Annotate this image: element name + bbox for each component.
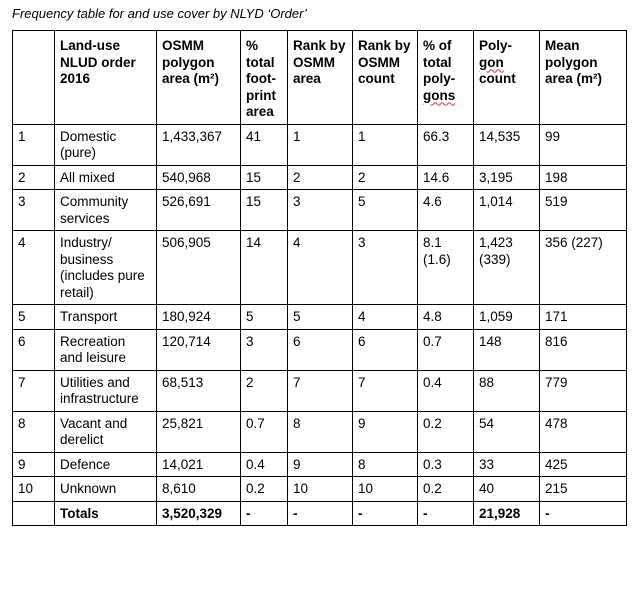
cell-land-use: Unknown <box>55 477 157 502</box>
cell-mean-area: 99 <box>540 124 627 165</box>
cell-mean-area: 215 <box>540 477 627 502</box>
totals-polygon-count: 21,928 <box>474 501 540 526</box>
cell-row-number: 5 <box>13 305 55 330</box>
cell-mean-area: 356 (227) <box>540 231 627 305</box>
cell-pct-polygons: 0.2 <box>418 411 474 452</box>
cell-osmm-area: 540,968 <box>157 165 241 190</box>
cell-osmm-area: 526,691 <box>157 190 241 231</box>
cell-osmm-area: 120,714 <box>157 329 241 370</box>
cell-mean-area: 779 <box>540 370 627 411</box>
cell-polygon-count: 148 <box>474 329 540 370</box>
cell-rank-count: 5 <box>353 190 418 231</box>
cell-rank-count: 8 <box>353 452 418 477</box>
cell-rank-count: 9 <box>353 411 418 452</box>
cell-land-use: Recreation and leisure <box>55 329 157 370</box>
header-polygon-count <box>474 31 540 125</box>
cell-pct-footprint: 41 <box>241 124 288 165</box>
cell-land-use: Community services <box>55 190 157 231</box>
cell-rank-area: 4 <box>288 231 353 305</box>
table-body <box>13 124 627 526</box>
cell-pct-footprint: 0.4 <box>241 452 288 477</box>
cell-pct-footprint: 5 <box>241 305 288 330</box>
land-use-frequency-table <box>12 30 627 526</box>
header-pct-polygons-line2: gons <box>423 87 456 103</box>
totals-pct-footprint: - <box>241 501 288 526</box>
cell-rank-count: 6 <box>353 329 418 370</box>
cell-pct-footprint: 14 <box>241 231 288 305</box>
cell-pct-footprint: 2 <box>241 370 288 411</box>
cell-polygon-count: 3,195 <box>474 165 540 190</box>
table-row <box>13 124 627 165</box>
cell-polygon-count: 88 <box>474 370 540 411</box>
cell-pct-footprint: 0.2 <box>241 477 288 502</box>
cell-osmm-area: 1,433,367 <box>157 124 241 165</box>
cell-rank-area: 5 <box>288 305 353 330</box>
table-row <box>13 305 627 330</box>
header-rank-count: Rank by OSMM count <box>353 31 418 125</box>
header-pct-polygons-line1: % of total poly- <box>423 38 456 86</box>
cell-rank-count: 10 <box>353 477 418 502</box>
table-row <box>13 411 627 452</box>
totals-mean-area: - <box>540 501 627 526</box>
totals-row <box>13 501 627 526</box>
totals-rank-area: - <box>288 501 353 526</box>
cell-polygon-count: 1,423 (339) <box>474 231 540 305</box>
header-mean-area: Mean polygon area (m²) <box>540 31 627 125</box>
cell-land-use: Transport <box>55 305 157 330</box>
table-row <box>13 329 627 370</box>
cell-osmm-area: 8,610 <box>157 477 241 502</box>
cell-polygon-count: 54 <box>474 411 540 452</box>
cell-osmm-area: 68,513 <box>157 370 241 411</box>
table-row <box>13 165 627 190</box>
cell-mean-area: 478 <box>540 411 627 452</box>
cell-osmm-area: 25,821 <box>157 411 241 452</box>
cell-mean-area: 171 <box>540 305 627 330</box>
cell-pct-polygons: 0.7 <box>418 329 474 370</box>
cell-rank-area: 7 <box>288 370 353 411</box>
cell-mean-area: 198 <box>540 165 627 190</box>
cell-pct-polygons: 8.1 (1.6) <box>418 231 474 305</box>
cell-pct-polygons: 66.3 <box>418 124 474 165</box>
cell-pct-polygons: 4.6 <box>418 190 474 231</box>
cell-rank-area: 8 <box>288 411 353 452</box>
cell-row-number: 9 <box>13 452 55 477</box>
cell-polygon-count: 14,535 <box>474 124 540 165</box>
cell-polygon-count: 40 <box>474 477 540 502</box>
cell-pct-footprint: 15 <box>241 165 288 190</box>
totals-row-number <box>13 501 55 526</box>
cell-land-use: Domestic (pure) <box>55 124 157 165</box>
cell-rank-count: 3 <box>353 231 418 305</box>
cell-osmm-area: 180,924 <box>157 305 241 330</box>
cell-rank-area: 2 <box>288 165 353 190</box>
totals-osmm-area: 3,520,329 <box>157 501 241 526</box>
totals-pct-polygons: - <box>418 501 474 526</box>
table-row <box>13 190 627 231</box>
cell-rank-count: 2 <box>353 165 418 190</box>
header-osmm-area: OSMM polygon area (m²) <box>157 31 241 125</box>
cell-polygon-count: 1,014 <box>474 190 540 231</box>
header-row <box>13 31 627 125</box>
header-land-use: Land-use NLUD order 2016 <box>55 31 157 125</box>
cell-osmm-area: 506,905 <box>157 231 241 305</box>
header-polygon-count-line1: Poly- <box>479 38 513 53</box>
cell-land-use: Defence <box>55 452 157 477</box>
cell-row-number: 6 <box>13 329 55 370</box>
cell-row-number: 1 <box>13 124 55 165</box>
cell-pct-polygons: 0.3 <box>418 452 474 477</box>
cell-land-use: Vacant and derelict <box>55 411 157 452</box>
header-pct-polygons <box>418 31 474 125</box>
cell-rank-area: 1 <box>288 124 353 165</box>
header-number <box>13 31 55 125</box>
cell-pct-footprint: 15 <box>241 190 288 231</box>
cell-land-use: Utilities and infrastructure <box>55 370 157 411</box>
cell-land-use: Industry/ business (includes pure retail) <box>55 231 157 305</box>
cell-row-number: 2 <box>13 165 55 190</box>
table-row <box>13 452 627 477</box>
cell-polygon-count: 1,059 <box>474 305 540 330</box>
cell-pct-footprint: 3 <box>241 329 288 370</box>
cell-land-use: All mixed <box>55 165 157 190</box>
cell-rank-area: 6 <box>288 329 353 370</box>
header-pct-footprint: % total foot-print area <box>241 31 288 125</box>
cell-pct-polygons: 4.8 <box>418 305 474 330</box>
cell-rank-area: 9 <box>288 452 353 477</box>
cell-rank-area: 10 <box>288 477 353 502</box>
cell-row-number: 10 <box>13 477 55 502</box>
cell-mean-area: 816 <box>540 329 627 370</box>
table-row <box>13 370 627 411</box>
cell-row-number: 4 <box>13 231 55 305</box>
cell-mean-area: 519 <box>540 190 627 231</box>
table-row <box>13 231 627 305</box>
cell-pct-polygons: 0.2 <box>418 477 474 502</box>
table-row <box>13 477 627 502</box>
cell-row-number: 7 <box>13 370 55 411</box>
header-polygon-count-line2: gon <box>479 54 504 70</box>
cell-mean-area: 425 <box>540 452 627 477</box>
cell-osmm-area: 14,021 <box>157 452 241 477</box>
totals-land-use: Totals <box>55 501 157 526</box>
cell-pct-polygons: 0.4 <box>418 370 474 411</box>
cell-polygon-count: 33 <box>474 452 540 477</box>
cell-pct-polygons: 14.6 <box>418 165 474 190</box>
cell-rank-count: 7 <box>353 370 418 411</box>
totals-rank-count: - <box>353 501 418 526</box>
cell-rank-count: 1 <box>353 124 418 165</box>
table-caption: Frequency table for and use cover by NLYD ‘Order’ <box>12 6 307 21</box>
cell-row-number: 8 <box>13 411 55 452</box>
cell-rank-count: 4 <box>353 305 418 330</box>
cell-pct-footprint: 0.7 <box>241 411 288 452</box>
header-polygon-count-line3: count <box>479 71 516 86</box>
header-rank-area: Rank by OSMM area <box>288 31 353 125</box>
cell-rank-area: 3 <box>288 190 353 231</box>
cell-row-number: 3 <box>13 190 55 231</box>
